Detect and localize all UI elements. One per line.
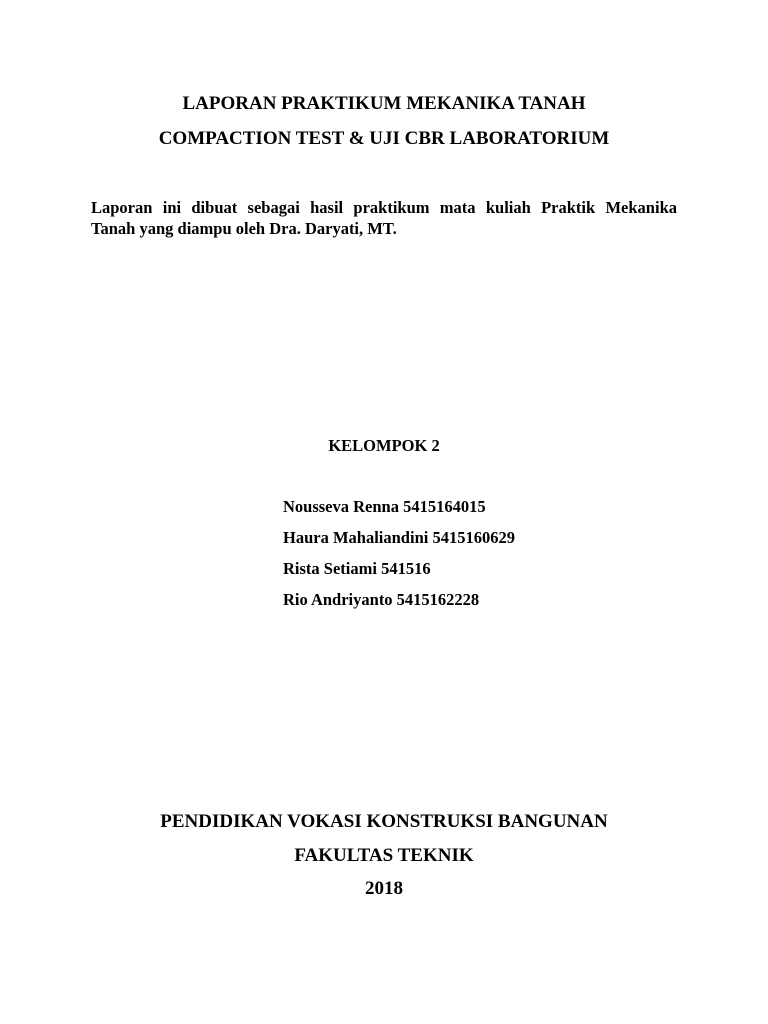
report-year: 2018 xyxy=(365,878,403,899)
report-subtitle: COMPACTION TEST & UJI CBR LABORATORIUM xyxy=(158,128,610,149)
faculty-name: FAKULTAS TEKNIK xyxy=(294,845,474,866)
study-program: PENDIDIKAN VOKASI KONSTRUKSI BANGUNAN xyxy=(160,811,608,832)
member-item: Rista Setiami 541516 xyxy=(283,559,431,578)
group-title: KELOMPOK 2 xyxy=(328,436,440,455)
intro-paragraph xyxy=(91,197,677,239)
member-item: Rio Andriyanto 5415162228 xyxy=(283,590,480,609)
intro-line-1: Laporan ini dibuat sebagai hasil praktikum mata kuliah Praktik Mekanika xyxy=(91,198,677,217)
member-item: Haura Mahaliandini 5415160629 xyxy=(283,528,515,547)
report-title: LAPORAN PRAKTIKUM MEKANIKA TANAH xyxy=(182,93,586,114)
intro-line-2: Tanah yang diampu oleh Dra. Daryati, MT. xyxy=(91,219,397,238)
member-item: Nousseva Renna 5415164015 xyxy=(283,497,486,516)
member-list xyxy=(283,497,515,621)
